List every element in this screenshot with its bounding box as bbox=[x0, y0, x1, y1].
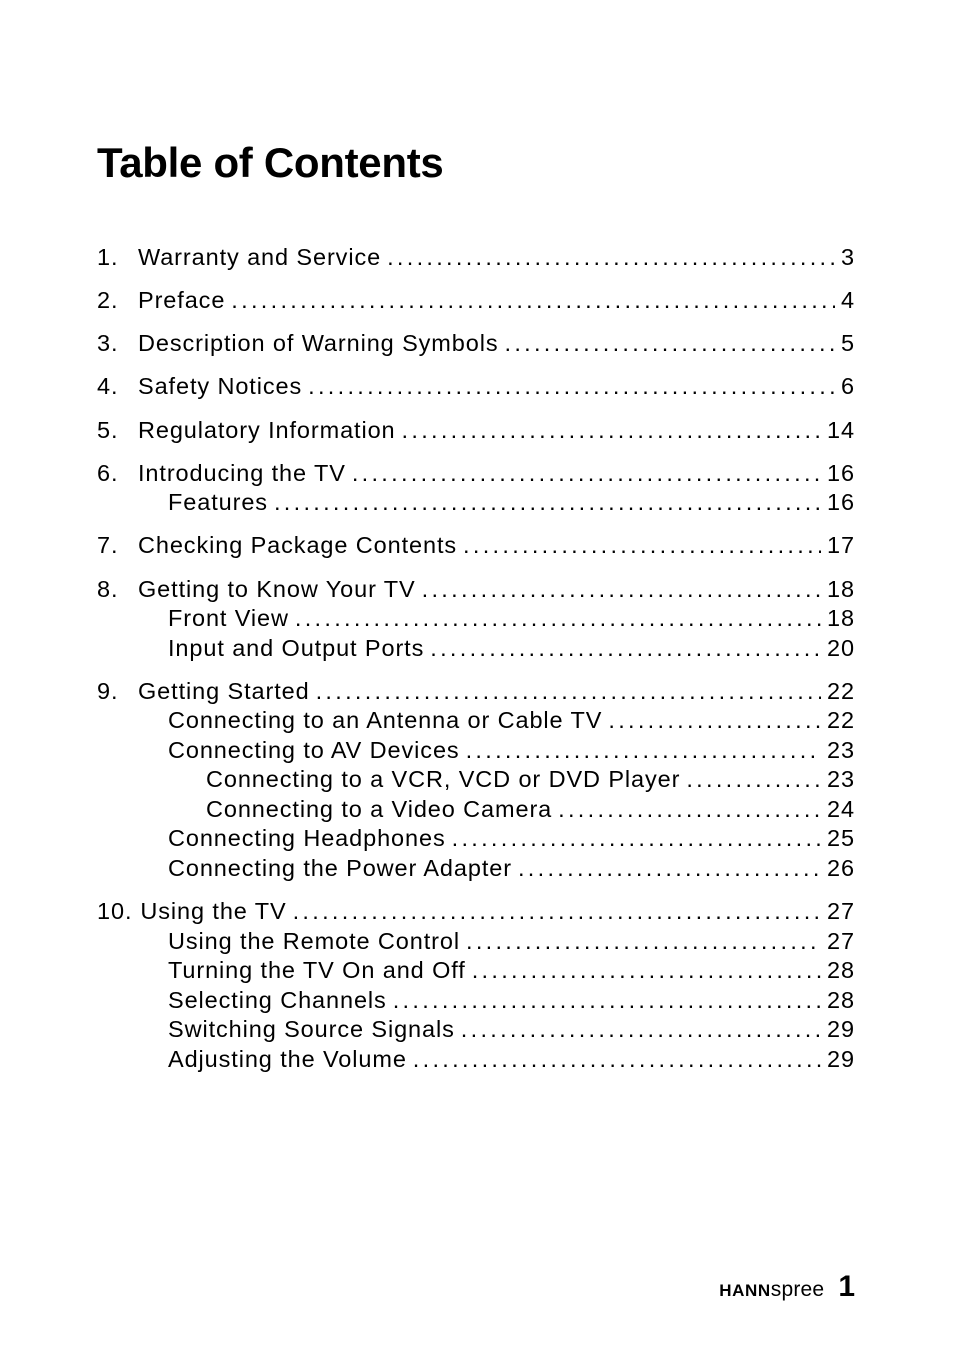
toc-dot-leader bbox=[293, 896, 821, 926]
brand-logo-strong: HANN bbox=[719, 1281, 771, 1300]
toc-entry-page: 24 bbox=[827, 796, 855, 822]
toc-dot-leader bbox=[387, 242, 835, 272]
page-title: Table of Contents bbox=[97, 139, 444, 186]
toc-dot-leader bbox=[430, 633, 821, 663]
toc-entry-title: Warranty and Service bbox=[138, 244, 382, 270]
toc-entry-page: 23 bbox=[827, 737, 855, 763]
toc-entry[interactable] bbox=[206, 764, 855, 794]
toc-entry[interactable] bbox=[168, 1014, 855, 1044]
toc-entry-number: 8. bbox=[97, 576, 119, 602]
toc-entry[interactable] bbox=[168, 823, 855, 853]
toc-dot-leader bbox=[308, 371, 835, 401]
brand-logo-light: spree bbox=[770, 1278, 825, 1301]
toc-entry-title: Connecting to a Video Camera bbox=[206, 796, 553, 822]
toc-entry-page: 26 bbox=[827, 855, 855, 881]
toc-entry[interactable] bbox=[97, 896, 855, 926]
toc-dot-leader bbox=[608, 705, 821, 735]
toc-entry[interactable] bbox=[97, 530, 855, 560]
toc-entry-number: 1. bbox=[97, 244, 119, 270]
toc-entry-page: 16 bbox=[827, 489, 855, 515]
toc-entry[interactable] bbox=[168, 603, 855, 633]
toc-dot-leader bbox=[466, 735, 821, 765]
toc-entry[interactable] bbox=[168, 926, 855, 956]
toc-dot-leader bbox=[274, 487, 821, 517]
toc-entry[interactable] bbox=[168, 735, 855, 765]
toc-entry-title: Adjusting the Volume bbox=[168, 1046, 407, 1072]
toc-entry[interactable] bbox=[168, 633, 855, 663]
toc-entry-page: 27 bbox=[827, 928, 855, 954]
brand-logo bbox=[719, 1278, 824, 1302]
toc-dot-leader bbox=[686, 764, 821, 794]
toc-entry-page: 27 bbox=[827, 898, 855, 924]
toc-entry-page: 28 bbox=[827, 957, 855, 983]
toc-entry[interactable] bbox=[168, 487, 855, 517]
toc-dot-leader bbox=[393, 985, 821, 1015]
toc-entry[interactable] bbox=[97, 676, 855, 706]
toc-entry-page: 3 bbox=[841, 244, 855, 270]
toc-entry-page: 29 bbox=[827, 1046, 855, 1072]
toc-dot-leader bbox=[466, 926, 821, 956]
toc-entry-title: Turning the TV On and Off bbox=[168, 957, 466, 983]
toc-dot-leader bbox=[316, 676, 821, 706]
toc-entry[interactable] bbox=[168, 705, 855, 735]
toc-entry-number: 9. bbox=[97, 678, 119, 704]
toc-entry-title: Features bbox=[168, 489, 268, 515]
toc-dot-leader bbox=[558, 794, 821, 824]
toc-entry-number: 2. bbox=[97, 287, 119, 313]
toc-dot-leader bbox=[504, 328, 835, 358]
toc-entry-page: 14 bbox=[827, 417, 855, 443]
toc-entry-page: 18 bbox=[827, 576, 855, 602]
toc-entry-title: Introducing the TV bbox=[138, 460, 346, 486]
toc-dot-leader bbox=[472, 955, 821, 985]
toc-entry-number: 6. bbox=[97, 460, 119, 486]
toc-dot-leader bbox=[231, 285, 835, 315]
toc-entry-title: Description of Warning Symbols bbox=[138, 330, 499, 356]
toc-dot-leader bbox=[452, 823, 821, 853]
toc-entry-number: 10. bbox=[97, 898, 133, 924]
toc-entry-title: Regulatory Information bbox=[138, 417, 396, 443]
toc-entry-page: 17 bbox=[827, 532, 855, 558]
toc-entry[interactable] bbox=[206, 794, 855, 824]
toc-entry-page: 22 bbox=[827, 678, 855, 704]
toc-entry-title: Input and Output Ports bbox=[168, 635, 425, 661]
toc-entry-title: Connecting to an Antenna or Cable TV bbox=[168, 707, 603, 733]
toc-entry-title: Switching Source Signals bbox=[168, 1016, 455, 1042]
toc-entry[interactable] bbox=[97, 328, 855, 358]
toc-entry-page: 20 bbox=[827, 635, 855, 661]
toc-entry-title: Safety Notices bbox=[138, 373, 303, 399]
toc-dot-leader bbox=[413, 1044, 821, 1074]
toc-entry-title: Using the Remote Control bbox=[168, 928, 460, 954]
toc-entry-page: 23 bbox=[827, 766, 855, 792]
toc-entry-number: 7. bbox=[97, 532, 119, 558]
toc-dot-leader bbox=[402, 415, 822, 445]
toc-entry-number: 4. bbox=[97, 373, 119, 399]
toc-entry-title: Connecting Headphones bbox=[168, 825, 446, 851]
toc-entry-page: 6 bbox=[841, 373, 855, 399]
toc-entry-page: 4 bbox=[841, 287, 855, 313]
toc-entry-page: 5 bbox=[841, 330, 855, 356]
toc-entry[interactable] bbox=[168, 985, 855, 1015]
toc-entry-title: Using the TV bbox=[140, 898, 287, 924]
toc-entry[interactable] bbox=[168, 853, 855, 883]
toc-entry[interactable] bbox=[97, 371, 855, 401]
toc-entry-page: 29 bbox=[827, 1016, 855, 1042]
toc-entry[interactable] bbox=[97, 285, 855, 315]
toc-entry-title: Getting Started bbox=[138, 678, 310, 704]
toc-entry-page: 28 bbox=[827, 987, 855, 1013]
toc-dot-leader bbox=[463, 530, 821, 560]
toc-dot-leader bbox=[518, 853, 821, 883]
toc-entry[interactable] bbox=[97, 458, 855, 488]
toc-entry-page: 16 bbox=[827, 460, 855, 486]
toc-entry-title: Front View bbox=[168, 605, 289, 631]
toc-entry-title: Checking Package Contents bbox=[138, 532, 458, 558]
toc-entry-title: Connecting the Power Adapter bbox=[168, 855, 512, 881]
toc-entry-title: Connecting to AV Devices bbox=[168, 737, 460, 763]
toc-entry-title: Selecting Channels bbox=[168, 987, 387, 1013]
toc-dot-leader bbox=[461, 1014, 821, 1044]
page-footer bbox=[719, 1270, 855, 1304]
toc-entry[interactable] bbox=[168, 1044, 855, 1074]
toc-dot-leader bbox=[422, 574, 821, 604]
toc-entry-number: 5. bbox=[97, 417, 119, 443]
page-number: 1 bbox=[838, 1270, 855, 1303]
toc-entry[interactable] bbox=[97, 242, 855, 272]
toc-entry-title: Connecting to a VCR, VCD or DVD Player bbox=[206, 766, 681, 792]
toc-entry-page: 25 bbox=[827, 825, 855, 851]
toc-entry-title: Preface bbox=[138, 287, 226, 313]
toc-entry[interactable] bbox=[97, 415, 855, 445]
toc-entry-title: Getting to Know Your TV bbox=[138, 576, 416, 602]
toc-dot-leader bbox=[295, 603, 821, 633]
toc-entry-page: 18 bbox=[827, 605, 855, 631]
toc-dot-leader bbox=[352, 458, 821, 488]
toc-entry[interactable] bbox=[97, 574, 855, 604]
toc-entry[interactable] bbox=[168, 955, 855, 985]
toc-entry-page: 22 bbox=[827, 707, 855, 733]
toc-entry-number: 3. bbox=[97, 330, 119, 356]
